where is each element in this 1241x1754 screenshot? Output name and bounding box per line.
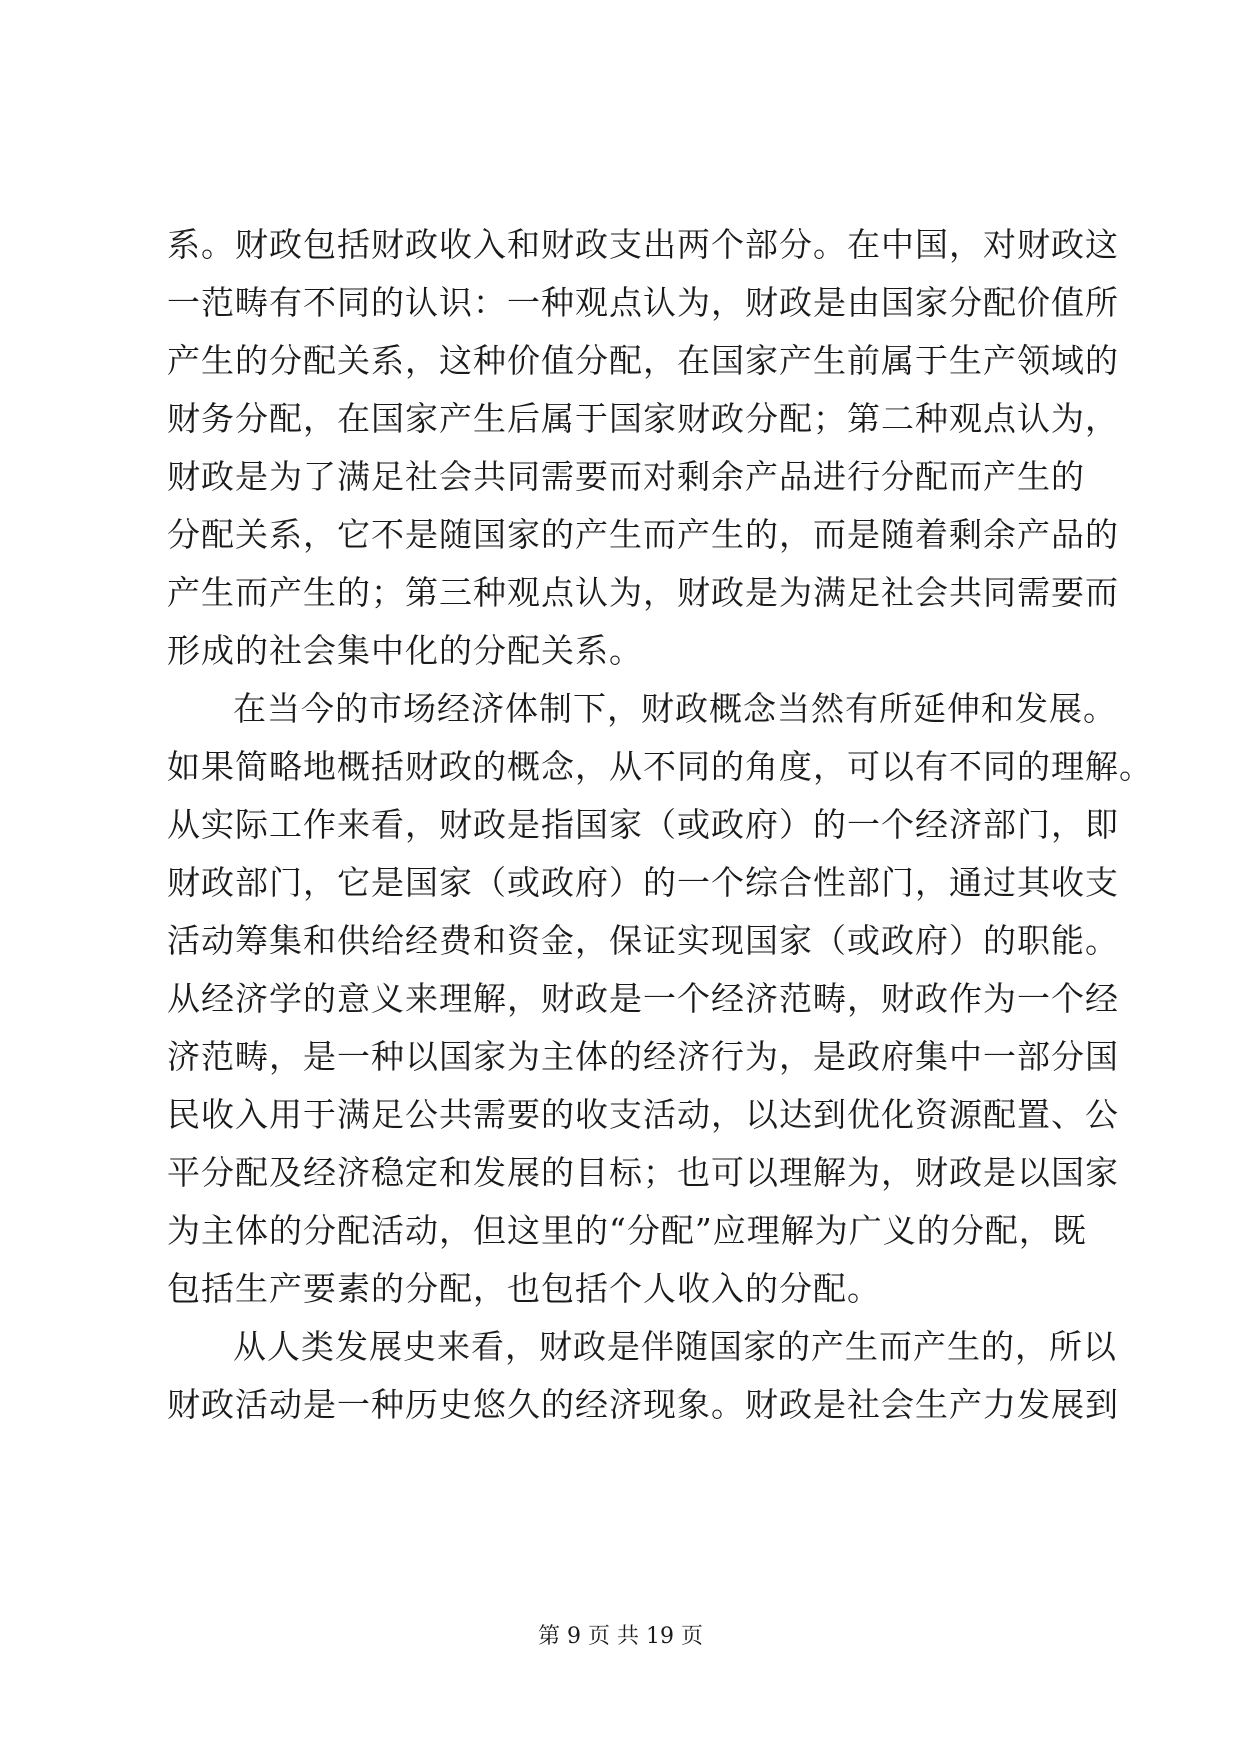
page-number-footer: 第 9 页 共 19 页: [538, 1624, 703, 1649]
text-line: 活动筹集和供给经费和资金，保证实现国家（或政府）的职能。: [167, 921, 1119, 960]
text-line: 一范畴有不同的认识：一种观点认为，财政是由国家分配价值所: [167, 283, 1119, 322]
text-line: 济范畴，是一种以国家为主体的经济行为，是政府集中一部分国: [167, 1037, 1119, 1076]
paragraph-start-line: 从人类发展史来看，财政是伴随国家的产生而产生的，所以: [233, 1327, 1117, 1366]
text-line: 分配关系，它不是随国家的产生而产生的，而是随着剩余产品的: [167, 515, 1119, 554]
text-line: 从经济学的意义来理解，财政是一个经济范畴，财政作为一个经: [167, 979, 1119, 1018]
paragraph-start-line: 在当今的市场经济体制下，财政概念当然有所延伸和发展。: [233, 689, 1117, 728]
text-line: 为主体的分配活动，但这里的“分配”应理解为广义的分配，既: [167, 1211, 1087, 1250]
text-line: 产生而产生的；第三种观点认为，财政是为满足社会共同需要而: [167, 573, 1119, 612]
text-line: 财政部门，它是国家（或政府）的一个综合性部门，通过其收支: [167, 863, 1119, 902]
text-line: 民收入用于满足公共需要的收支活动，以达到优化资源配置、公: [167, 1095, 1119, 1134]
text-line: 从实际工作来看，财政是指国家（或政府）的一个经济部门，即: [167, 805, 1119, 844]
text-line: 如果简略地概括财政的概念，从不同的角度，可以有不同的理解。: [167, 747, 1153, 786]
text-line: 产生的分配关系，这种价值分配，在国家产生前属于生产领域的: [167, 341, 1119, 380]
text-line: 系。财政包括财政收入和财政支出两个部分。在中国，对财政这: [167, 225, 1119, 264]
text-line: 财务分配，在国家产生后属于国家财政分配；第二种观点认为，: [167, 399, 1119, 438]
text-line: 包括生产要素的分配，也包括个人收入的分配。: [167, 1269, 881, 1308]
text-line: 平分配及经济稳定和发展的目标；也可以理解为，财政是以国家: [167, 1153, 1119, 1192]
text-line: 财政活动是一种历史悠久的经济现象。财政是社会生产力发展到: [167, 1385, 1119, 1424]
text-line: 财政是为了满足社会共同需要而对剩余产品进行分配而产生的: [167, 457, 1085, 496]
text-line: 形成的社会集中化的分配关系。: [167, 631, 643, 670]
